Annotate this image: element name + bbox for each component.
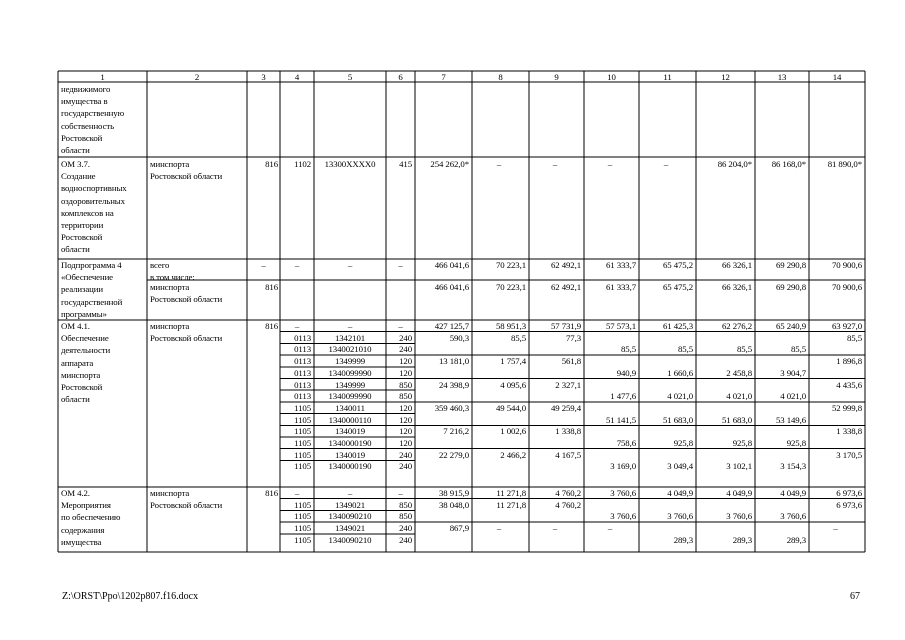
section-code: 1105 [294, 438, 311, 448]
vr-code: 415 [399, 159, 412, 169]
column-header: 2 [194, 71, 200, 82]
amount-cell: 38 048,0 [439, 499, 469, 510]
amount-cell: 4 760,2 [555, 499, 581, 510]
amount-cell: 4 167,5 [555, 449, 581, 460]
code-cell: – [398, 260, 403, 270]
vr-code: 120 [399, 414, 412, 425]
executor-line: Ростовской области [150, 333, 223, 344]
section-code: 0113 [294, 391, 311, 402]
column-header: 8 [498, 71, 503, 82]
amount-cell: 3 169,0 [610, 461, 636, 472]
amount-cell: 289,3 [673, 534, 693, 545]
amount-cell: 2 327,1 [555, 379, 581, 390]
column-header: 6 [398, 71, 403, 82]
executor-line: минспорта [150, 488, 190, 498]
amount-cell: 86 168,0* [771, 159, 806, 169]
section-code: 0113 [294, 332, 311, 343]
column-header: 11 [663, 71, 672, 82]
vr-code: 240 [399, 332, 412, 343]
csr-code: 1340090210 [328, 511, 372, 522]
amount-cell: 65 475,2 [663, 260, 693, 270]
row-title-line: имущества в [61, 96, 108, 107]
amount-cell: 51 683,0 [663, 414, 693, 425]
amount-cell: 1 477,6 [610, 391, 636, 402]
amount-cell: 11 271,8 [496, 488, 526, 498]
column-header: 4 [294, 71, 300, 82]
executor-line: всего [150, 260, 170, 270]
executor-line: минспорта [150, 321, 190, 331]
section-code: 1105 [294, 402, 311, 413]
section-code: 1105 [294, 534, 311, 545]
code-cell: – [347, 321, 353, 331]
amount-cell: 466 041,6 [434, 282, 469, 292]
section-code: 1105 [294, 523, 311, 534]
amount-cell: 1 757,4 [500, 356, 526, 367]
amount-cell: 4 021,0 [726, 391, 752, 402]
code-cell: – [347, 260, 353, 270]
csr-code: 1340021010 [328, 344, 372, 355]
amount-cell: 2 458,8 [726, 367, 752, 378]
csr-code: 13300XXXX0 [324, 159, 376, 169]
amount-cell: – [833, 523, 838, 534]
code-cell: – [294, 260, 300, 270]
vr-code: 120 [399, 402, 412, 413]
amount-cell: 81 890,0* [827, 159, 862, 169]
row-title-line: реализации [61, 284, 103, 295]
amount-cell: 3 170,5 [836, 449, 862, 460]
section-code: 1105 [294, 426, 311, 437]
amount-cell: 57 731,9 [551, 321, 581, 331]
row-title-line: Подпрограмма 4 [61, 260, 122, 270]
row-title-line: оздоровительных [61, 195, 125, 206]
amount-cell: 61 425,3 [663, 321, 693, 331]
amount-cell: 52 999,8 [832, 402, 862, 413]
csr-code: 1340000190 [328, 461, 372, 472]
amount-cell: 254 262,0* [430, 159, 469, 169]
column-header: 12 [721, 71, 730, 82]
section-code: 0113 [294, 344, 311, 355]
row-title-line: аппарата [61, 357, 94, 368]
code-cell: – [294, 321, 300, 331]
code-cell: – [347, 488, 353, 498]
amount-cell: 49 544,0 [496, 402, 526, 413]
column-header: 10 [607, 71, 616, 82]
amount-cell: 53 149,6 [776, 414, 806, 425]
amount-cell: 70 223,1 [496, 260, 526, 270]
amount-cell: – [663, 159, 669, 169]
amount-cell: 51 683,0 [722, 414, 752, 425]
amount-cell: 69 290,8 [776, 282, 806, 292]
amount-cell: 85,5 [511, 332, 526, 343]
row-title-line: «Обеспечение [61, 272, 113, 283]
grbs-code: 816 [265, 321, 278, 331]
column-header: 7 [441, 71, 446, 82]
amount-cell: 85,5 [678, 344, 693, 355]
row-title-line: недвижимого [61, 84, 111, 94]
vr-code: 120 [399, 426, 412, 437]
amount-cell: 925,8 [673, 438, 693, 448]
vr-code: 240 [399, 534, 412, 545]
amount-cell: 3 154,3 [780, 461, 806, 472]
row-title-line: программы» [61, 308, 107, 319]
row-title-line: имущества [61, 536, 102, 547]
amount-cell: 289,3 [786, 534, 806, 545]
amount-cell: 867,9 [449, 523, 469, 534]
csr-code: 1340000110 [328, 414, 372, 425]
amount-cell: 70 900,6 [832, 260, 862, 270]
vr-code: 240 [399, 461, 412, 472]
amount-cell: – [607, 159, 613, 169]
code-cell: – [261, 260, 266, 270]
row-title-line: территории [61, 220, 104, 230]
footer-page-number: 67 [850, 591, 860, 602]
vr-code: 120 [399, 438, 412, 448]
amount-cell: 289,3 [732, 534, 752, 545]
amount-cell: 85,5 [621, 344, 636, 355]
row-title-line: Создание [61, 171, 96, 182]
amount-cell: 925,8 [786, 438, 806, 448]
amount-cell: 3 760,6 [610, 488, 636, 498]
row-title-line: Ростовской [61, 132, 103, 143]
section-code: 0113 [294, 367, 311, 378]
amount-cell: – [496, 159, 502, 169]
vr-code: 850 [399, 391, 412, 402]
csr-code: 1342101 [334, 332, 366, 343]
row-title-line: государственной [61, 296, 123, 307]
amount-cell: 4 095,6 [500, 379, 526, 390]
amount-cell: 85,5 [847, 332, 862, 343]
amount-cell: 70 900,6 [832, 282, 862, 292]
amount-cell: 3 760,6 [780, 511, 806, 522]
amount-cell: 561,8 [561, 356, 581, 367]
amount-cell: 1 338,8 [836, 426, 862, 437]
executor-line: Ростовской области [150, 294, 223, 305]
section-code: 1102 [294, 159, 311, 169]
row-title-line: Ростовской [61, 382, 103, 392]
row-title-line: области [61, 394, 90, 405]
amount-cell: 4 760,2 [555, 488, 581, 498]
amount-cell: – [552, 159, 558, 169]
csr-code: 1340099990 [328, 367, 372, 378]
amount-cell: 77,3 [566, 332, 581, 343]
amount-cell: 63 927,0 [832, 321, 862, 331]
amount-cell: 85,5 [791, 344, 806, 355]
section-code: 1105 [294, 414, 311, 425]
amount-cell: 11 271,8 [496, 499, 526, 510]
amount-cell: 62 492,1 [551, 282, 581, 292]
amount-cell: 4 049,9 [726, 488, 752, 498]
amount-cell: 61 333,7 [606, 260, 636, 270]
row-title-line: содержания [61, 524, 105, 535]
amount-cell: 4 049,9 [667, 488, 693, 498]
amount-cell: 758,6 [616, 438, 636, 448]
column-header: 5 [347, 71, 353, 82]
row-title-line: собственность [61, 120, 115, 131]
amount-cell: 22 279,0 [439, 449, 469, 460]
amount-cell: 427 125,7 [434, 321, 469, 331]
csr-code: 1349021 [334, 499, 366, 510]
amount-cell: 65 240,9 [776, 321, 806, 331]
amount-cell: – [552, 523, 558, 534]
row-title-line: ОМ 4.2. [61, 488, 90, 498]
row-title-line: комплексов на [61, 207, 114, 218]
amount-cell: 57 573,1 [606, 321, 636, 331]
csr-code: 1340099990 [328, 391, 372, 402]
amount-cell: 6 973,6 [836, 488, 862, 498]
column-header: 14 [832, 71, 842, 82]
vr-code: 850 [399, 499, 412, 510]
amount-cell: 70 223,1 [496, 282, 526, 292]
row-title-line: Ростовской [61, 232, 103, 243]
amount-cell: 38 915,9 [439, 488, 469, 498]
amount-cell: 24 398,9 [439, 379, 469, 390]
row-title-line: области [61, 244, 90, 255]
vr-code: 850 [399, 511, 412, 522]
csr-code: 1340090210 [328, 534, 372, 545]
row-title-line: деятельности [61, 345, 111, 356]
grbs-code: 816 [265, 159, 278, 169]
column-header: 1 [100, 71, 105, 82]
executor-line: Ростовской области [150, 500, 223, 511]
amount-cell: 69 290,8 [776, 260, 806, 270]
footer-file-path: Z:\ORST\Ppo\1202p807.f16.docx [62, 591, 199, 602]
amount-cell: 3 760,6 [667, 511, 693, 522]
amount-cell: 3 102,1 [726, 461, 752, 472]
amount-cell: – [607, 523, 613, 534]
amount-cell: – [496, 523, 502, 534]
amount-cell: 65 475,2 [663, 282, 693, 292]
amount-cell: 61 333,7 [606, 282, 636, 292]
amount-cell: 3 904,7 [780, 367, 806, 378]
amount-cell: 49 259,4 [551, 402, 581, 413]
amount-cell: 13 181,0 [439, 356, 469, 367]
executor-line: в том числе: [150, 272, 195, 283]
amount-cell: 4 049,9 [780, 488, 806, 498]
code-cell: – [398, 488, 403, 498]
amount-cell: 4 021,0 [667, 391, 693, 402]
section-code: 1105 [294, 511, 311, 522]
csr-code: 1349021 [334, 523, 366, 534]
section-code: 1105 [294, 499, 311, 510]
row-title-line: ОМ 4.1. [61, 321, 90, 331]
vr-code: 120 [399, 367, 412, 378]
executor-line: Ростовской области [150, 171, 223, 182]
amount-cell: 1 002,6 [500, 426, 526, 437]
amount-cell: 4 021,0 [780, 391, 806, 402]
vr-code: 240 [399, 449, 412, 460]
column-header: 3 [261, 71, 266, 82]
section-code: 0113 [294, 379, 311, 390]
amount-cell: 62 492,1 [551, 260, 581, 270]
amount-cell: 590,3 [449, 332, 469, 343]
column-header: 9 [554, 71, 559, 82]
csr-code: 1340019 [334, 426, 366, 437]
amount-cell: 3 049,4 [667, 461, 693, 472]
grbs-code: 816 [265, 282, 278, 292]
row-title-line: Обеспечение [61, 333, 109, 344]
row-title-line: государственную [61, 108, 125, 119]
csr-code: 1340019 [334, 449, 366, 460]
row-title-line: минспорта [61, 369, 101, 380]
section-code: 1105 [294, 449, 311, 460]
vr-code: 240 [399, 523, 412, 534]
amount-cell: 359 460,3 [434, 402, 469, 413]
vr-code: 240 [399, 344, 412, 355]
amount-cell: 66 326,1 [722, 282, 752, 292]
column-header: 13 [777, 71, 787, 82]
row-title-line: ОМ 3.7. [61, 159, 90, 169]
row-title-line: области [61, 145, 90, 155]
csr-code: 1349999 [334, 356, 366, 367]
csr-code: 1349999 [334, 379, 366, 390]
code-cell: – [398, 321, 403, 331]
amount-cell: 1 896,8 [836, 356, 862, 367]
amount-cell: 940,9 [616, 367, 636, 378]
amount-cell: 66 326,1 [722, 260, 752, 270]
section-code: 1105 [294, 461, 311, 472]
row-title-line: водноспортивных [61, 183, 127, 194]
amount-cell: 2 466,2 [500, 449, 526, 460]
amount-cell: 3 760,6 [726, 511, 752, 522]
amount-cell: 7 216,2 [443, 426, 469, 437]
amount-cell: 51 141,5 [606, 414, 636, 425]
grbs-code: 816 [265, 488, 278, 498]
amount-cell: 4 435,6 [836, 379, 862, 390]
amount-cell: 1 338,8 [555, 426, 581, 437]
vr-code: 850 [399, 379, 412, 390]
amount-cell: 86 204,0* [717, 159, 752, 169]
amount-cell: 58 951,3 [496, 321, 526, 331]
amount-cell: 85,5 [737, 344, 752, 355]
row-title-line: Мероприятия [61, 500, 111, 511]
amount-cell: 925,8 [732, 438, 752, 448]
executor-line: минспорта [150, 282, 190, 292]
code-cell: – [294, 488, 300, 498]
amount-cell: 1 660,6 [667, 367, 693, 378]
amount-cell: 466 041,6 [434, 260, 469, 270]
amount-cell: 3 760,6 [610, 511, 636, 522]
section-code: 0113 [294, 356, 311, 367]
csr-code: 1340011 [335, 402, 365, 413]
csr-code: 1340000190 [328, 438, 372, 448]
amount-cell: 6 973,6 [836, 499, 862, 510]
vr-code: 120 [399, 356, 412, 367]
executor-line: минспорта [150, 159, 190, 169]
amount-cell: 62 276,2 [722, 321, 752, 331]
row-title-line: по обеспечению [61, 512, 121, 523]
